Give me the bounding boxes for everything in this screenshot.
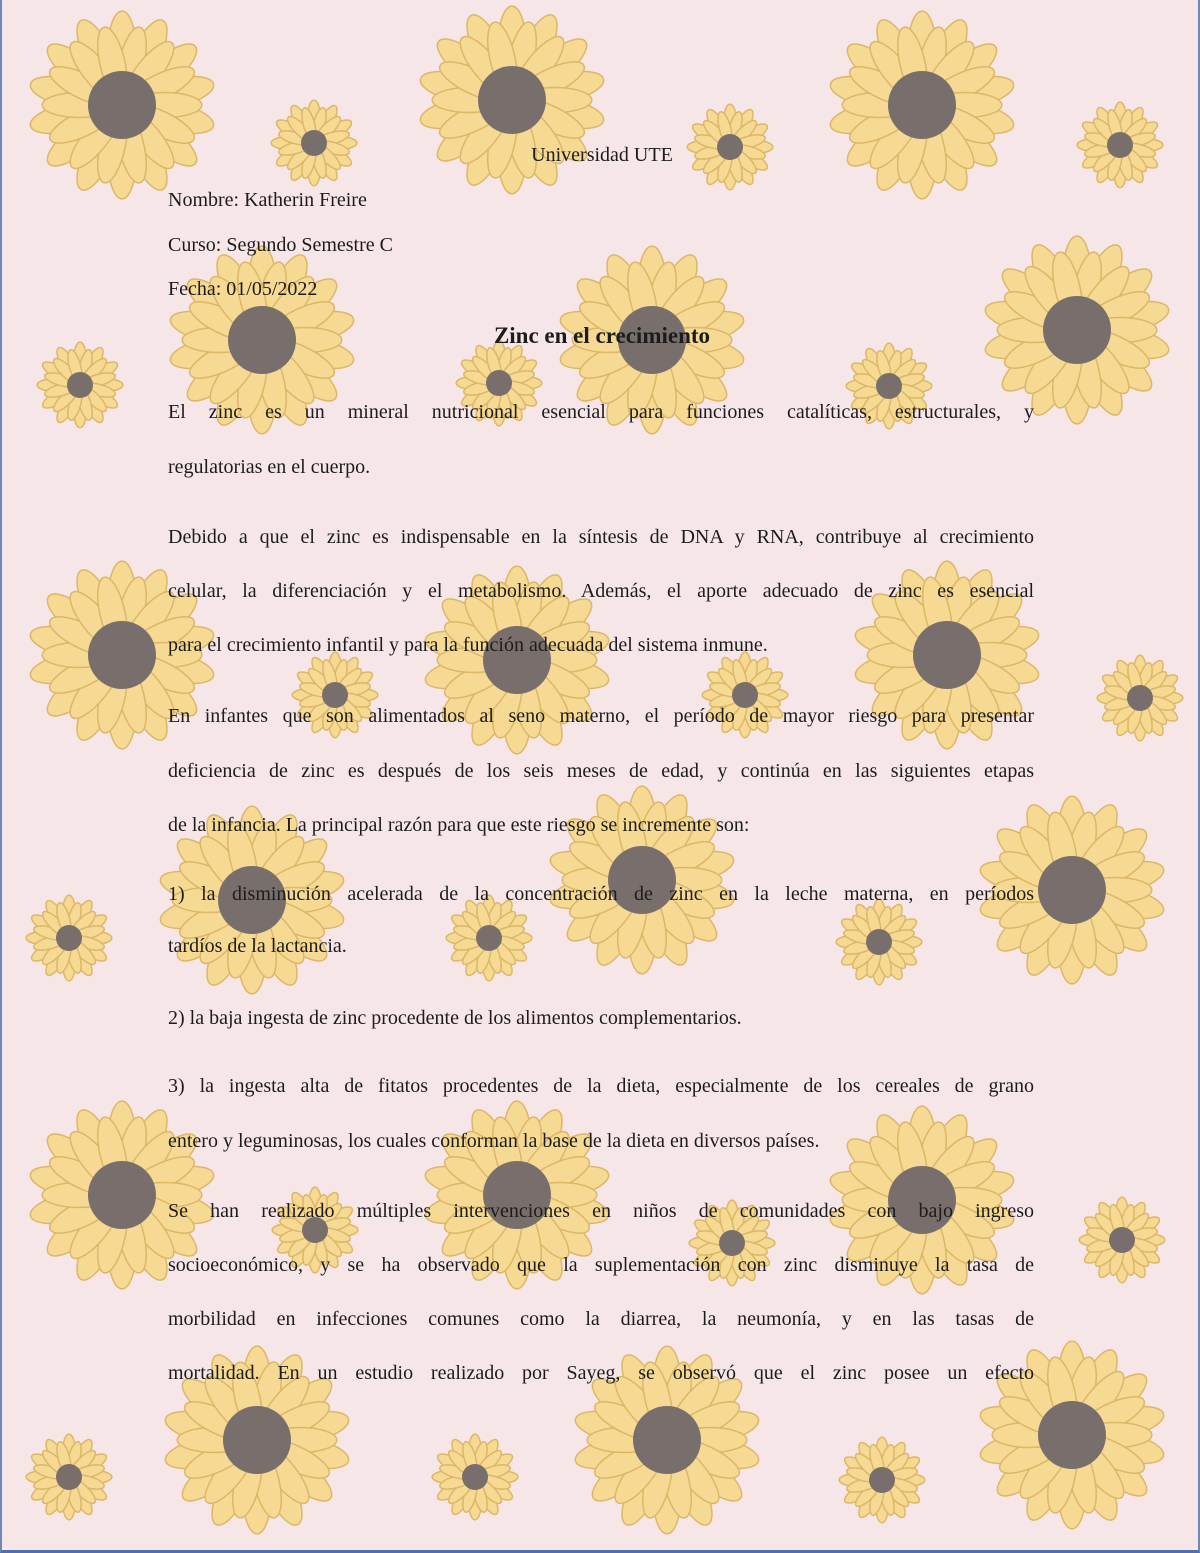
body-line: regulatorias en el cuerpo. bbox=[168, 456, 371, 478]
course-info: Curso: Segundo Semestre C bbox=[168, 234, 393, 256]
document-content bbox=[2, 0, 1200, 1553]
body-line: 1) la disminución acelerada de la concentración de zinc en la leche materna, en períodos bbox=[168, 883, 1034, 905]
body-line: para el crecimiento infantil y para la función adecuada del sistema inmune. bbox=[168, 634, 768, 656]
body-line: de la infancia. La principal razón para que este riesgo se incremente son: bbox=[168, 814, 750, 836]
body-line: celular, la diferenciación y el metabolismo. Además, el aporte adecuado de zinc es esencial bbox=[168, 580, 1034, 602]
body-line: morbilidad en infecciones comunes como la diarrea, la neumonía, y en las tasas de bbox=[168, 1308, 1034, 1330]
body-line: Debido a que el zinc es indispensable en la síntesis de DNA y RNA, contribuye al crecimiento bbox=[168, 526, 1034, 548]
body-line: En infantes que son alimentados al seno materno, el período de mayor riesgo para presentar bbox=[168, 705, 1034, 727]
body-line: El zinc es un mineral nutricional esencial para funciones catalíticas, estructurales, y bbox=[168, 401, 1034, 423]
body-line: deficiencia de zinc es después de los seis meses de edad, y continúa en las siguientes etapas bbox=[168, 760, 1034, 782]
body-line: tardíos de la lactancia. bbox=[168, 935, 347, 957]
institution-name: Universidad UTE bbox=[531, 144, 673, 166]
body-line: mortalidad. En un estudio realizado por Sayeg, se observó que el zinc posee un efecto bbox=[168, 1362, 1034, 1384]
date-info: Fecha: 01/05/2022 bbox=[168, 278, 318, 300]
body-line: 2) la baja ingesta de zinc procedente de los alimentos complementarios. bbox=[168, 1007, 742, 1029]
body-line: socioeconómico, y se ha observado que la suplementación con zinc disminuye la tasa de bbox=[168, 1254, 1034, 1276]
student-name: Nombre: Katherin Freire bbox=[168, 189, 367, 211]
body-line: entero y leguminosas, los cuales conforman la base de la dieta en diversos países. bbox=[168, 1130, 820, 1152]
body-line: 3) la ingesta alta de fitatos procedentes de la dieta, especialmente de los cereales de grano bbox=[168, 1075, 1034, 1097]
document-title: Zinc en el crecimiento bbox=[493, 323, 711, 348]
body-line: Se han realizado múltiples intervenciones en niños de comunidades con bajo ingreso bbox=[168, 1200, 1034, 1222]
